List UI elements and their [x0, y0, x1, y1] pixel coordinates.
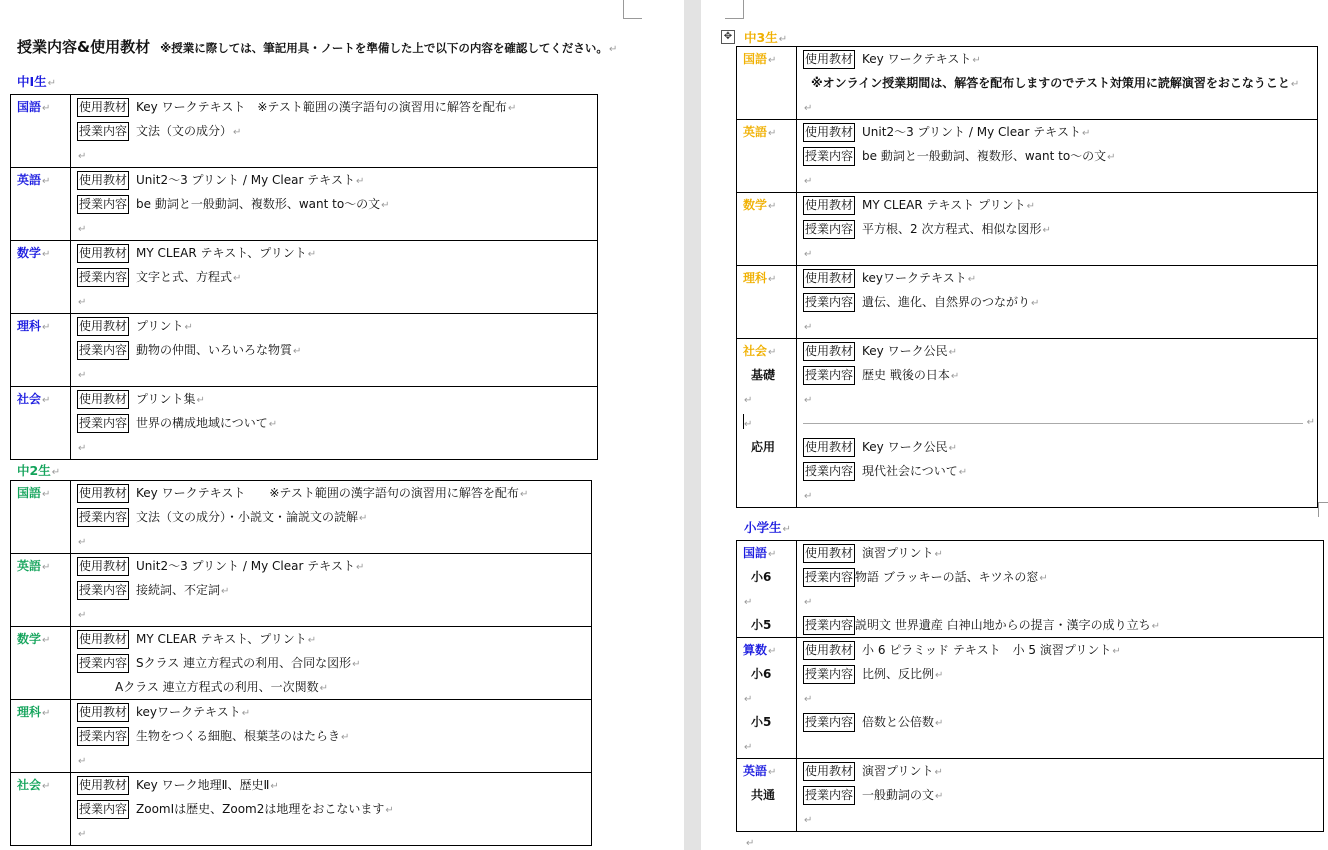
content-row: 授業内容 比例、反比例↵ [797, 662, 1323, 686]
subject-name: 理科↵ [17, 705, 51, 719]
content-value: 現代社会について [862, 464, 958, 478]
content-label: 授業内容 [803, 786, 855, 805]
empty-paragraph: ↵ [804, 694, 813, 705]
content-row: 授業内容 接続詞、不定詞↵ [71, 578, 591, 602]
content-label: 授業内容 [77, 122, 129, 141]
content-row: 授業内容 説明文 世界遺産 白神山地からの提言・漢字の成り立ち↵ [797, 613, 1323, 637]
content-row: 授業内容 be 動詞と一般動詞、複数形、want to～の文↵ [71, 192, 597, 216]
table-row [11, 481, 592, 554]
content-label: 授業内容 [77, 414, 129, 433]
material-value: Unit2～3 プリント / My Clear テキスト [862, 125, 1081, 139]
subject-name: 英語↵ [743, 764, 777, 778]
subject-name: 数学↵ [17, 632, 51, 646]
section-heading-text: 中2生 [17, 463, 51, 478]
content-label: 授業内容 [803, 568, 855, 587]
material-label: 使用教材 [803, 438, 855, 457]
material-label: 使用教材 [803, 544, 855, 563]
text-cursor [743, 414, 744, 429]
content-label: 授業内容 [77, 195, 129, 214]
content-value: ZoomⅠは歴史、Zoom2は地理をおこないます [136, 802, 385, 816]
material-value: 演習プリント [862, 546, 934, 560]
subject-sublabel-basic: 基礎 [751, 368, 776, 382]
content-value: Aクラス 連立方程式の利用、一次関数 [115, 680, 319, 694]
material-label: 使用教材 [77, 484, 129, 503]
subject-name: 国語↵ [17, 486, 51, 500]
subject-name: 数学↵ [17, 246, 51, 260]
horizontal-rule: ↵ [797, 411, 1317, 435]
empty-paragraph: ↵ [744, 597, 753, 608]
material-label: 使用教材 [803, 762, 855, 781]
material-label: 使用教材 [77, 98, 129, 117]
table-resize-handle[interactable] [1318, 502, 1328, 517]
material-row: 使用教材 Key ワーク公民↵ [797, 435, 1317, 459]
content-label: 授業内容 [77, 341, 129, 360]
content-row: 授業内容 文法（文の成分）↵ [71, 119, 597, 143]
subject-name: 理科↵ [743, 271, 777, 285]
material-row: 使用教材 Key ワーク公民↵ [797, 339, 1317, 363]
material-row: 使用教材 小 6 ピラミッド テキスト 小 5 演習プリント↵ [797, 638, 1323, 662]
subject-name: 数学↵ [743, 198, 777, 212]
content-value: 説明文 世界遺産 白神山地からの提言・漢字の成り立ち [855, 618, 1151, 632]
section-heading-text: 小学生 [744, 520, 782, 535]
material-value: Key ワークテキスト ※テスト範囲の漢字語句の演習用に解答を配布 [136, 100, 507, 114]
material-value: keyワークテキスト [862, 271, 967, 285]
empty-paragraph [797, 734, 1323, 758]
content-value: 歴史 戦後の日本 [862, 368, 950, 382]
content-value: 遺伝、進化、自然界のつながり [862, 295, 1031, 309]
content-label: 授業内容 [803, 665, 855, 684]
table-row [11, 700, 592, 773]
table-row [737, 759, 1324, 832]
grade-label: 共通 [751, 788, 776, 802]
grade-label: 小5 [751, 618, 772, 632]
subject-name: 理科↵ [17, 319, 51, 333]
material-row: 使用教材 MY CLEAR テキスト、プリント↵ [71, 241, 597, 265]
table-row [737, 120, 1318, 193]
empty-paragraph: ↵ [744, 419, 753, 430]
material-label: 使用教材 [77, 244, 129, 263]
section-heading-text: 中3生 [744, 30, 778, 45]
content-value: 比例、反比例 [862, 667, 935, 681]
table-row [11, 387, 598, 460]
material-value: Key ワークテキスト [862, 52, 972, 66]
subject-name: 国語↵ [743, 546, 777, 560]
table-row [11, 627, 592, 700]
subject-name: 社会↵ [743, 344, 777, 358]
subject-name: 英語↵ [17, 559, 51, 573]
material-label: 使用教材 [77, 630, 129, 649]
table-row [737, 339, 1318, 508]
content-row: 授業内容 文字と式、方程式↵ [71, 265, 597, 289]
empty-paragraph: ↵ [744, 742, 753, 753]
empty-paragraph: ↵ [804, 597, 813, 608]
material-value: Key ワーク公民 [862, 344, 948, 358]
table-row [11, 314, 598, 387]
table-row [11, 241, 598, 314]
material-row: 使用教材 Unit2～3 プリント / My Clear テキスト↵ [71, 554, 591, 578]
material-label: 使用教材 [803, 269, 855, 288]
content-value: 動物の仲間、いろいろな物質 [136, 343, 293, 357]
material-value: Unit2～3 プリント / My Clear テキスト [136, 559, 355, 573]
subject-sublabel-advanced: 応用 [751, 440, 776, 454]
content-row: 授業内容 Sクラス 連立方程式の利用、合同な図形↵ [71, 651, 591, 675]
subject-name: 社会↵ [17, 778, 51, 792]
material-row: 使用教材 MY CLEAR テキスト プリント↵ [797, 193, 1317, 217]
content-value: be 動詞と一般動詞、複数形、want to～の文 [862, 149, 1107, 163]
material-label: 使用教材 [803, 641, 855, 660]
material-label: 使用教材 [803, 50, 855, 69]
empty-paragraph: ↵ [78, 297, 87, 308]
content-value: 物語 ブラッキーの話、キツネの窓 [855, 570, 1039, 584]
content-row: 授業内容 倍数と公倍数↵ [797, 710, 1323, 734]
empty-paragraph: ↵ [744, 694, 753, 705]
empty-paragraph: ↵ [744, 395, 753, 406]
section-heading-chu1 [17, 72, 56, 90]
material-row: 使用教材 演習プリント↵ [797, 541, 1323, 565]
empty-paragraph: ↵ [804, 249, 813, 260]
content-label: 授業内容 [77, 800, 129, 819]
empty-paragraph: ↵ [78, 537, 87, 548]
sho-subject-table [736, 540, 1324, 832]
empty-paragraph: ↵ [804, 815, 813, 826]
content-row: 授業内容 遺伝、進化、自然界のつながり↵ [797, 290, 1317, 314]
table-move-icon[interactable]: ✥ [721, 30, 735, 44]
content-value: 生物をつくる細胞、根葉茎のはたらき [136, 729, 341, 743]
grade-label: 小6 [751, 570, 772, 584]
content-value: 世界の構成地域について [136, 416, 268, 430]
content-row: 授業内容 一般動詞の文↵ [797, 783, 1323, 807]
content-label: 授業内容 [803, 713, 855, 732]
content-label: 授業内容 [803, 462, 855, 481]
table-row [11, 554, 592, 627]
empty-paragraph: ↵ [78, 829, 87, 840]
content-row: 授業内容 生物をつくる細胞、根葉茎のはたらき↵ [71, 724, 591, 748]
content-value: 倍数と公倍数 [862, 715, 935, 729]
content-row: 授業内容 歴史 戦後の日本↵ [797, 363, 1317, 387]
document-title-line [17, 36, 617, 57]
page-corner-mark [725, 0, 744, 19]
material-row: 使用教材 演習プリント↵ [797, 759, 1323, 783]
content-row: 授業内容 世界の構成地域について↵ [71, 411, 597, 435]
empty-paragraph: ↵ [78, 151, 87, 162]
material-value: プリント [136, 319, 184, 333]
chu1-subject-table [10, 94, 598, 460]
material-value: 演習プリント [862, 764, 934, 778]
empty-paragraph: ↵ [804, 395, 813, 406]
material-row: 使用教材 プリント↵ [71, 314, 597, 338]
content-value: 一般動詞の文 [862, 788, 935, 802]
table-row [737, 541, 1324, 638]
page-gutter [684, 0, 701, 850]
content-label: 授業内容 [803, 220, 855, 239]
material-label: 使用教材 [77, 776, 129, 795]
content-label: 授業内容 [77, 508, 129, 527]
material-value: Unit2～3 プリント / My Clear テキスト [136, 173, 355, 187]
empty-paragraph: ↵ [804, 322, 813, 333]
page-corner-mark [623, 0, 642, 19]
subject-name: 国語↵ [743, 52, 777, 66]
material-row: 使用教材 Key ワーク地理Ⅱ、歴史Ⅱ↵ [71, 773, 591, 797]
content-label: 授業内容 [803, 147, 855, 166]
empty-paragraph: ↵ [804, 103, 813, 114]
content-value: 文法（文の成分）・小説文・論説文の読解 [136, 510, 359, 524]
paragraph-mark: ↵ [608, 44, 618, 55]
section-heading-sho: 小学生↵ [744, 520, 791, 535]
chu3-subject-table [736, 46, 1318, 508]
content-label: 授業内容 [803, 366, 855, 385]
note-value: ※オンライン授業期間は、解答を配布しますのでテスト対策用に読解演習をおこなうこと [811, 76, 1290, 90]
empty-paragraph: ↵ [78, 610, 87, 621]
instruction-note: ※授業に際しては、筆記用具・ノートを準備した上で以下の内容を確認してください。 [160, 41, 608, 55]
material-label: 使用教材 [803, 196, 855, 215]
material-row: 使用教材 Key ワークテキスト ※テスト範囲の漢字語句の演習用に解答を配布↵ [71, 481, 591, 505]
content-row: 授業内容 平方根、2 次方程式、相似な図形↵ [797, 217, 1317, 241]
empty-paragraph: ↵ [78, 443, 87, 454]
material-row: 使用教材 Unit2～3 プリント / My Clear テキスト↵ [797, 120, 1317, 144]
material-value: MY CLEAR テキスト プリント [862, 198, 1026, 212]
empty-paragraph: ↵ [78, 756, 87, 767]
empty-paragraph: ↵ [78, 370, 87, 381]
content-value: 平方根、2 次方程式、相似な図形 [862, 222, 1042, 236]
section-heading-text: 中Ⅰ生 [17, 74, 47, 89]
material-value: Key ワーク地理Ⅱ、歴史Ⅱ [136, 778, 270, 792]
content-row: 授業内容 物語 ブラッキーの話、キツネの窓↵ [797, 565, 1323, 589]
page-title: 授業内容&使用教材 [17, 38, 151, 56]
paragraph-mark: ↵ [47, 78, 57, 89]
content-value: 文字と式、方程式 [136, 270, 233, 284]
material-value: keyワークテキスト [136, 705, 241, 719]
material-row: 使用教材 Key ワークテキスト ※テスト範囲の漢字語句の演習用に解答を配布↵ [71, 95, 597, 119]
table-row [737, 47, 1318, 120]
paragraph-mark: ↵ [746, 838, 755, 849]
content-value: be 動詞と一般動詞、複数形、want to～の文 [136, 197, 381, 211]
material-value: Key ワークテキスト ※テスト範囲の漢字語句の演習用に解答を配布 [136, 486, 519, 500]
content-row: 授業内容 現代社会について↵ [797, 459, 1317, 483]
material-label: 使用教材 [77, 557, 129, 576]
subject-name: 英語↵ [743, 125, 777, 139]
material-label: 使用教材 [803, 123, 855, 142]
material-row: 使用教材 Unit2～3 プリント / My Clear テキスト↵ [71, 168, 597, 192]
content-row: 授業内容 ZoomⅠは歴史、Zoom2は地理をおこないます↵ [71, 797, 591, 821]
section-heading-chu3: 中3生↵ [744, 30, 788, 45]
content-row-secondary: Aクラス 連立方程式の利用、一次関数↵ [115, 680, 329, 694]
grade-label: 小6 [751, 667, 772, 681]
content-label: 授業内容 [77, 727, 129, 746]
document-page-right [701, 0, 1328, 850]
material-label: 使用教材 [77, 317, 129, 336]
table-row [737, 638, 1324, 759]
table-row [11, 773, 592, 846]
empty-paragraph: ↵ [804, 491, 813, 502]
content-row: 授業内容 動物の仲間、いろいろな物質↵ [71, 338, 597, 362]
content-value: 文法（文の成分） [136, 124, 233, 138]
table-row [11, 95, 598, 168]
content-value: Sクラス 連立方程式の利用、合同な図形 [136, 656, 352, 670]
chu2-subject-table [10, 480, 592, 846]
subject-name: 社会↵ [17, 392, 51, 406]
table-row [11, 168, 598, 241]
empty-paragraph: ↵ [78, 224, 87, 235]
content-label: 授業内容 [803, 293, 855, 312]
grade-label: 小5 [751, 715, 772, 729]
material-row: 使用教材 MY CLEAR テキスト、プリント↵ [71, 627, 591, 651]
material-label: 使用教材 [803, 342, 855, 361]
material-value: MY CLEAR テキスト、プリント [136, 246, 307, 260]
material-row: 使用教材 keyワークテキスト↵ [71, 700, 591, 724]
material-value: MY CLEAR テキスト、プリント [136, 632, 307, 646]
empty-paragraph: ↵ [804, 176, 813, 187]
content-label: 授業内容 [77, 268, 129, 287]
content-label: 授業内容 [803, 616, 855, 635]
material-row: 使用教材 keyワークテキスト↵ [797, 266, 1317, 290]
content-row: 授業内容 文法（文の成分）・小説文・論説文の読解↵ [71, 505, 591, 529]
table-row [737, 266, 1318, 339]
material-row: 使用教材 プリント集↵ [71, 387, 597, 411]
content-label: 授業内容 [77, 654, 129, 673]
subject-name: 英語↵ [17, 173, 51, 187]
subject-name: 国語↵ [17, 100, 51, 114]
subject-name: 算数↵ [743, 643, 777, 657]
section-heading-chu2: 中2生↵ [17, 463, 61, 478]
table-row [737, 193, 1318, 266]
material-value: Key ワーク公民 [862, 440, 948, 454]
note-row: ※オンライン授業期間は、解答を配布しますのでテスト対策用に読解演習をおこなうこと↵ [811, 76, 1300, 90]
material-value: プリント集 [136, 392, 196, 406]
material-label: 使用教材 [77, 390, 129, 409]
content-label: 授業内容 [77, 581, 129, 600]
material-value: 小 6 ピラミッド テキスト 小 5 演習プリント [862, 643, 1112, 657]
material-label: 使用教材 [77, 703, 129, 722]
material-row: 使用教材 Key ワークテキスト↵ [797, 47, 1317, 71]
material-label: 使用教材 [77, 171, 129, 190]
content-value: 接続詞、不定詞 [136, 583, 221, 597]
content-row: 授業内容 be 動詞と一般動詞、複数形、want to～の文↵ [797, 144, 1317, 168]
